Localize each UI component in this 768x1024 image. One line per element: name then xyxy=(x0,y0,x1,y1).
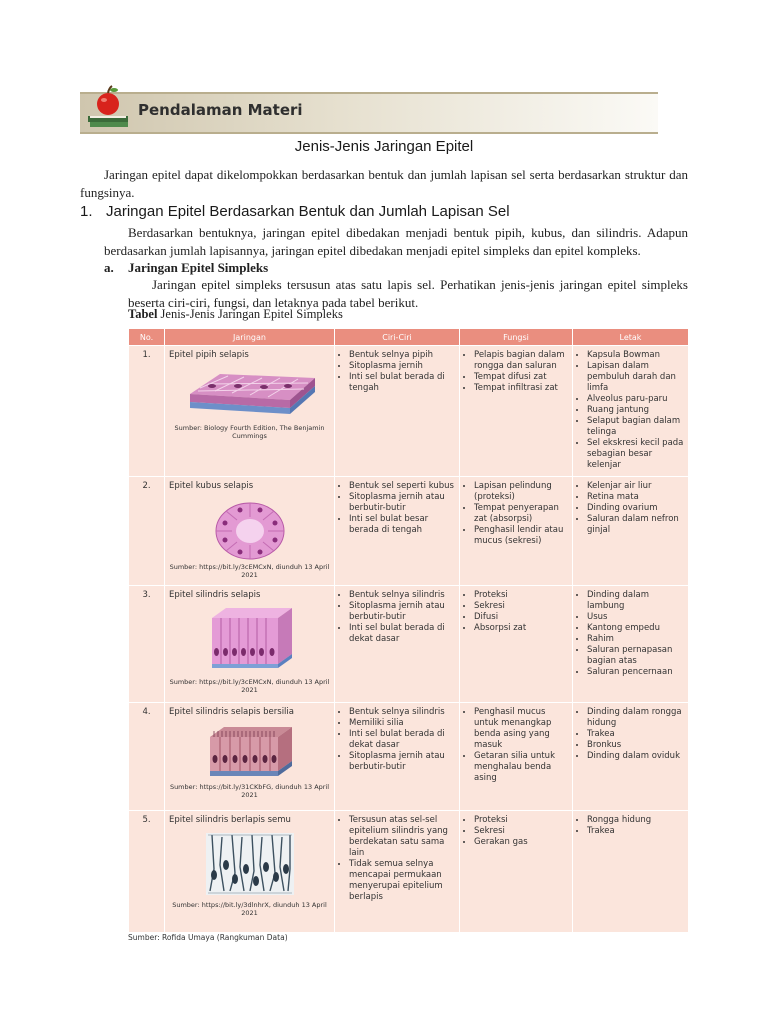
letak-cell xyxy=(573,703,689,811)
list-item: • Lapisan dalam pembuluh darah dan limfa xyxy=(587,361,684,394)
header-ciri: Ciri-Ciri xyxy=(335,329,460,346)
list-item: • Bentuk selnya pipih xyxy=(349,350,455,361)
image-source: Sumber: https://bit.ly/3cEMCxN, diunduh 13 April 2021 xyxy=(169,563,330,579)
tissue-name: Epitel silindris berlapis semu xyxy=(169,815,291,825)
section-banner xyxy=(80,92,658,134)
ciri-cell xyxy=(335,703,460,811)
banner-title: Pendalaman Materi xyxy=(138,101,303,119)
list-item: • Usus xyxy=(587,612,684,623)
list-item: • Sekresi xyxy=(474,826,568,837)
list-item: • Getaran silia untuk menghalau benda asing xyxy=(474,751,568,784)
epithelium-table xyxy=(128,328,689,933)
apple-book-icon xyxy=(86,82,130,130)
list-item: • Sel ekskresi kecil pada sebagian besar kelenjar xyxy=(587,438,684,471)
tissue-name: Epitel silindris selapis xyxy=(169,590,261,600)
list-item: • Dinding dalam oviduk xyxy=(587,751,684,762)
section-paragraph: Berdasarkan bentuknya, jaringan epitel dibedakan menjadi bentuk pipih, kubus, dan silindris. Adapun berdasarkan jumlah lapisannya, jaringan epitel dibedakan menjadi epitel simpleks dan epitel kompleks. xyxy=(104,225,688,258)
pseudostratified-illustration xyxy=(202,829,298,899)
list-item: • Sitoplasma jernih xyxy=(349,361,455,372)
list-item: • Penghasil mucus untuk menangkap benda asing yang masuk xyxy=(474,707,568,751)
section-heading-text: Jaringan Epitel Berdasarkan Bentuk dan Jumlah Lapisan Sel xyxy=(106,203,510,220)
fungsi-cell xyxy=(460,477,573,586)
image-source: Sumber: https://bit.ly/31CKbFG, diunduh 13 April 2021 xyxy=(169,783,330,799)
tissue-cell xyxy=(165,703,335,811)
list-item: • Lapisan pelindung (proteksi) xyxy=(474,481,568,503)
list-item: • Kelenjar air liur xyxy=(587,481,684,492)
letak-cell xyxy=(573,586,689,703)
list-item: • Dinding dalam rongga hidung xyxy=(587,707,684,729)
tissue-cell xyxy=(165,586,335,703)
tissue-cell xyxy=(165,811,335,933)
list-item: • Kantong empedu xyxy=(587,623,684,634)
image-source: Sumber: Biology Fourth Edition, The Benjamin Cummings xyxy=(174,424,325,440)
list-item: • Dinding dalam lambung xyxy=(587,590,684,612)
simple-squamous-illustration xyxy=(180,364,320,422)
image-source: Sumber: https://bit.ly/3dlnhrX, diunduh 13 April 2021 xyxy=(172,901,327,917)
list-item: • Tempat difusi zat xyxy=(474,372,568,383)
list-item: • Retina mata xyxy=(587,492,684,503)
list-item: • Sitoplasma jernih atau berbutir-butir xyxy=(349,601,455,623)
list-item: • Pelapis bagian dalam rongga dan saluran xyxy=(474,350,568,372)
row-number: 3. xyxy=(129,586,165,703)
row-number: 4. xyxy=(129,703,165,811)
fungsi-cell xyxy=(460,346,573,477)
tissue-name: Epitel kubus selapis xyxy=(169,481,254,491)
list-item: • Ruang jantung xyxy=(587,405,684,416)
table-row xyxy=(129,346,689,477)
list-item: • Rahim xyxy=(587,634,684,645)
list-item: • Alveolus paru-paru xyxy=(587,394,684,405)
letak-cell xyxy=(573,477,689,586)
list-item: • Selaput bagian dalam telinga xyxy=(587,416,684,438)
row-number: 2. xyxy=(129,477,165,586)
tissue-name: Epitel pipih selapis xyxy=(169,350,249,360)
table-caption-text: Jenis-Jenis Jaringan Epitel Simpleks xyxy=(160,307,343,321)
list-item: • Difusi xyxy=(474,612,568,623)
list-item: • Saluran dalam nefron ginjal xyxy=(587,514,684,536)
section-heading xyxy=(80,203,510,220)
ciri-cell xyxy=(335,477,460,586)
image-source: Sumber: https://bit.ly/3cEMCxN, diunduh 13 April 2021 xyxy=(169,678,330,694)
subsection-heading-text: Jaringan Epitel Simpleks xyxy=(128,260,269,275)
table-caption-label: Tabel xyxy=(128,307,158,321)
list-item: • Trakea xyxy=(587,826,684,837)
table-row xyxy=(129,811,689,933)
tissue-name: Epitel silindris selapis bersilia xyxy=(169,707,294,717)
list-item: • Proteksi xyxy=(474,590,568,601)
page-title: Jenis-Jenis Jaringan Epitel xyxy=(294,138,474,155)
list-item: • Memiliki silia xyxy=(349,718,455,729)
list-item: • Inti sel bulat berada di dekat dasar xyxy=(349,729,455,751)
list-item: • Kapsula Bowman xyxy=(587,350,684,361)
list-item: • Inti sel bulat berada di tengah xyxy=(349,372,455,394)
row-number: 1. xyxy=(129,346,165,477)
list-item: • Sekresi xyxy=(474,601,568,612)
subsection-letter: a. xyxy=(104,260,114,275)
list-item: • Trakea xyxy=(587,729,684,740)
list-item: • Penghasil lendir atau mucus (sekresi) xyxy=(474,525,568,547)
ciri-cell xyxy=(335,811,460,933)
list-item: • Rongga hidung xyxy=(587,815,684,826)
tissue-cell xyxy=(165,477,335,586)
table-row xyxy=(129,477,689,586)
list-item: • Absorpsi zat xyxy=(474,623,568,634)
subsection-paragraph: Jaringan epitel simpleks tersusun atas satu lapis sel. Perhatikan jenis-jenis jaringan epitel simpleks beserta ciri-ciri, fungsi, dan letaknya pada tabel berikut. xyxy=(128,277,688,310)
list-item: • Sitoplasma jernih atau berbutir-butir xyxy=(349,751,455,773)
list-item: • Saluran pencernaan xyxy=(587,667,684,678)
letak-cell xyxy=(573,811,689,933)
ciliated-columnar-illustration xyxy=(204,721,296,781)
list-item: • Tempat penyerapan zat (absorpsi) xyxy=(474,503,568,525)
list-item: • Bentuk selnya silindris xyxy=(349,707,455,718)
list-item: • Proteksi xyxy=(474,815,568,826)
list-item: • Dinding ovarium xyxy=(587,503,684,514)
simple-columnar-illustration xyxy=(204,604,296,676)
simple-cuboidal-illustration xyxy=(210,495,290,561)
list-item: • Tersusun atas sel-sel epitelium silindris yang berdekatan satu sama lain xyxy=(349,815,455,859)
ciri-cell xyxy=(335,586,460,703)
letak-cell xyxy=(573,346,689,477)
list-item: • Bentuk sel seperti kubus xyxy=(349,481,455,492)
header-letak: Letak xyxy=(573,329,689,346)
fungsi-cell xyxy=(460,586,573,703)
list-item: • Bronkus xyxy=(587,740,684,751)
subsection-heading xyxy=(104,260,268,276)
list-item: • Gerakan gas xyxy=(474,837,568,848)
tissue-cell xyxy=(165,346,335,477)
list-item: • Tempat infiltrasi zat xyxy=(474,383,568,394)
row-number: 5. xyxy=(129,811,165,933)
list-item: • Bentuk selnya silindris xyxy=(349,590,455,601)
section-number: 1. xyxy=(80,203,93,220)
list-item: • Tidak semua selnya mencapai permukaan menyerupai epitelium berlapis xyxy=(349,859,455,903)
table-row xyxy=(129,586,689,703)
table-caption xyxy=(128,307,343,322)
ciri-cell xyxy=(335,346,460,477)
fungsi-cell xyxy=(460,703,573,811)
list-item: • Inti sel bulat berada di dekat dasar xyxy=(349,623,455,645)
header-fungsi: Fungsi xyxy=(460,329,573,346)
fungsi-cell xyxy=(460,811,573,933)
list-item: • Saluran pernapasan bagian atas xyxy=(587,645,684,667)
list-item: • Inti sel bulat besar berada di tengah xyxy=(349,514,455,536)
table-row xyxy=(129,703,689,811)
header-no: No. xyxy=(129,329,165,346)
header-jaringan: Jaringan xyxy=(165,329,335,346)
table-header-row xyxy=(129,329,689,346)
table-footer-source: Sumber: Rofida Umaya (Rangkuman Data) xyxy=(128,933,288,942)
list-item: • Sitoplasma jernih atau berbutir-butir xyxy=(349,492,455,514)
intro-paragraph: Jaringan epitel dapat dikelompokkan berdasarkan bentuk dan jumlah lapisan sel serta berdasarkan struktur dan fungsinya. xyxy=(80,167,688,200)
